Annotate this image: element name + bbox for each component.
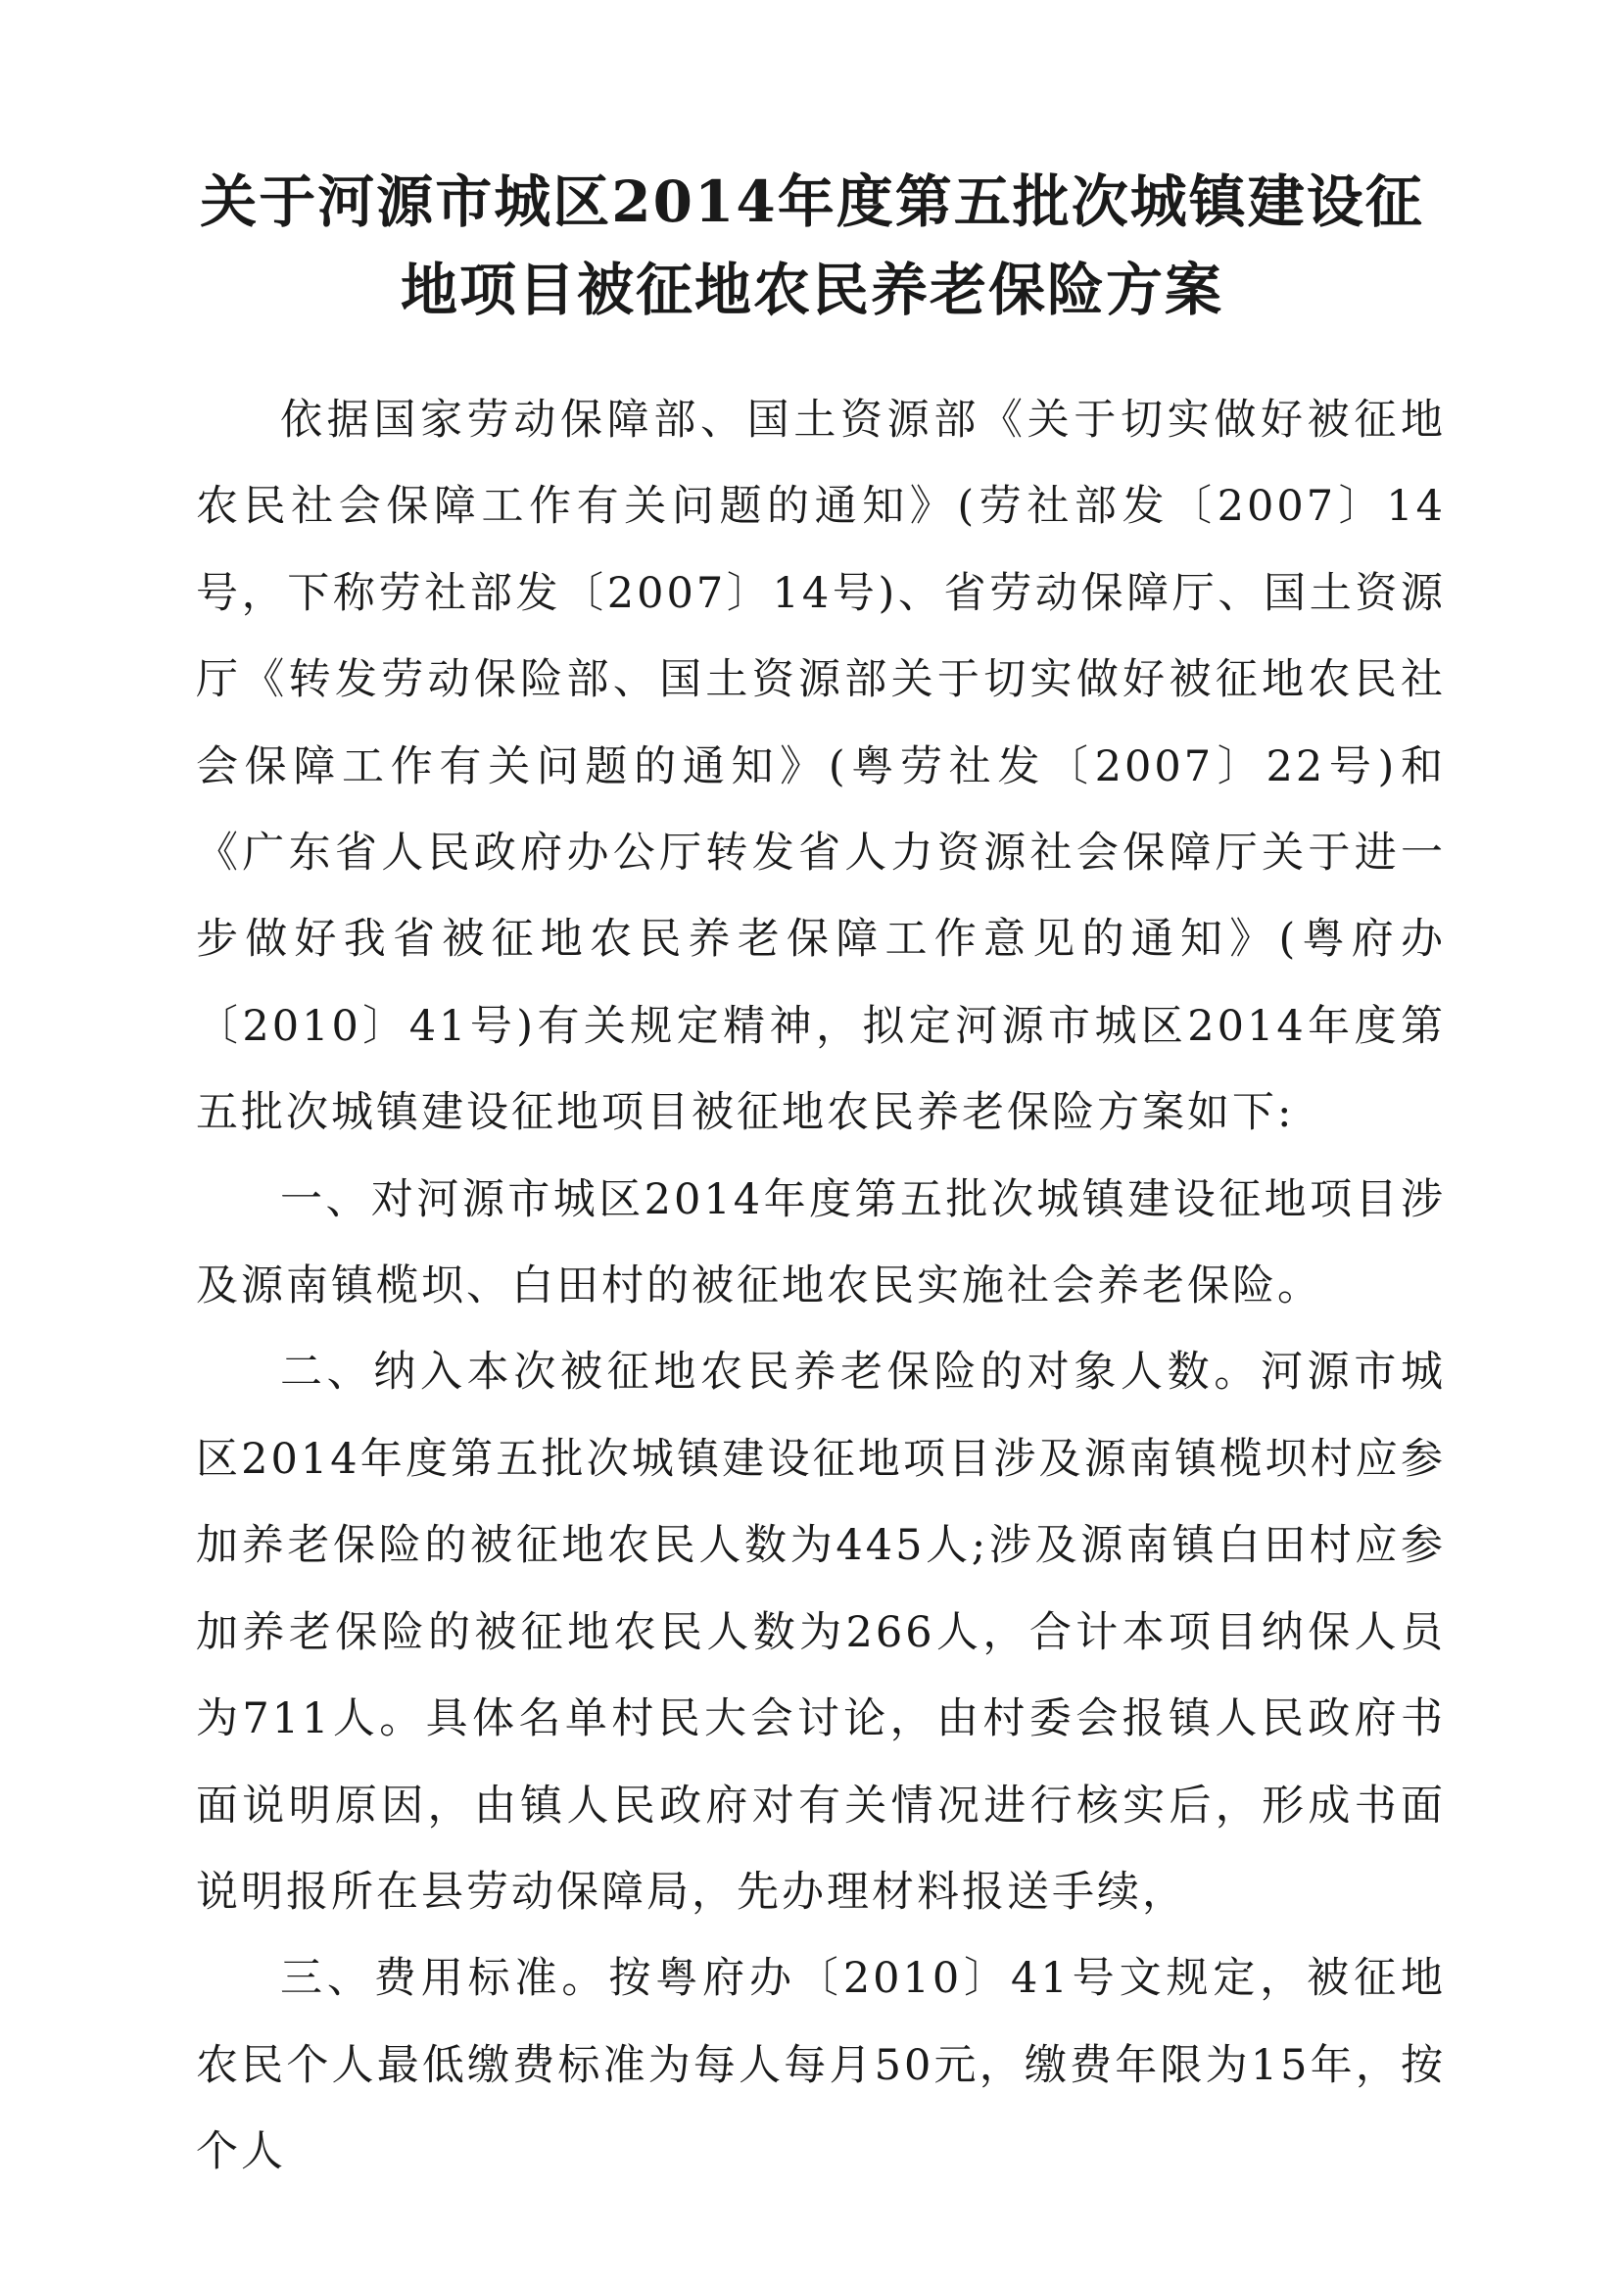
paragraph-section-3: 三、费用标准。按粤府办〔2010〕41号文规定，被征地农民个人最低缴费标准为每人每月50元，缴费年限为15年，按个人 xyxy=(196,1954,1446,2177)
document-title-line-1: 关于河源市城区2014年度第五批次城镇建设征 xyxy=(200,168,1424,235)
paragraph-section-1: 一、对河源市城区2014年度第五批次城镇建设征地项目涉及源南镇榄坝、白田村的被征地农民实施社会养老保险。 xyxy=(196,1174,1446,1311)
document-body xyxy=(196,377,1446,2196)
paragraph-basis: 依据国家劳动保障部、国土资源部《关于切实做好被征地农民社会保障工作有关问题的通知》(劳社部发〔2007〕14号，下称劳社部发〔2007〕14号)、省劳动保障厅、国土资源厅《转发劳动保险部、国土资源部关于切实做好被征地农民社会保障工作有关问题的通知》(粤劳社发〔2007〕22号)和《广东省人民政府办公厅转发省人力资源社会保障厅关于进一步做好我省被征地农民养老保障工作意见的通知》(粤府办〔2010〕41号)有关规定精神，拟定河源市城区2014年度第五批次城镇建设征地项目被征地农民养老保险方案如下: xyxy=(196,396,1446,1138)
paragraph-section-2: 二、纳入本次被征地农民养老保险的对象人数。河源市城区2014年度第五批次城镇建设征地项目涉及源南镇榄坝村应参加养老保险的被征地农民人数为445人;涉及源南镇白田村应参加养老保险的被征地农民人数为266人，合计本项目纳保人员为711人。具体名单村民大会讨论，由村委会报镇人民政府书面说明原因，由镇人民政府对有关情况进行核实后，形成书面说明报所在县劳动保障局，先办理材料报送手续， xyxy=(196,1348,1446,1917)
document-title-line-2: 地项目被征地农民养老保险方案 xyxy=(400,257,1223,323)
